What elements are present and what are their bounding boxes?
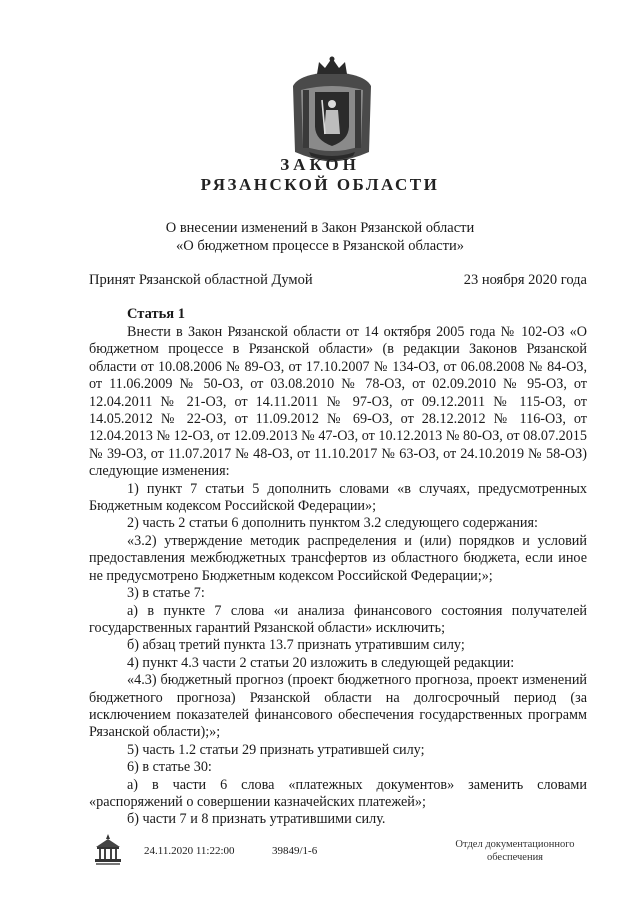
article-paragraph: Внести в Закон Рязанской области от 14 октября 2005 года № 102-ОЗ «О бюджетном процессе в Рязанской области» (в редакции Законов Рязанской области от 10.08.2006 № 89-ОЗ, от 17.10.2007 № 134-ОЗ, от 06.08.2008 № 84-ОЗ, от 11.06.2009 № 50-ОЗ, от 03.08.2010 № 78-ОЗ, от 02.09.2010 № 95-ОЗ, от 12.04.2011 № 21-ОЗ, от 14.11.2011 № 97-ОЗ, от 09.12.2011 № 115-ОЗ, от 14.05.2012 № 22-ОЗ, от 11.09.2012 № 69-ОЗ, от 28.12.2012 № 116-ОЗ, от 12.04.2013 № 12-ОЗ, от 12.09.2013 № 47-ОЗ, от 10.12.2013 № 80-ОЗ, от 08.07.2015 № 39-ОЗ, от 11.07.2017 № 48-ОЗ, от 11.10.2017 № 63-ОЗ, от 24.10.2019 № 58-ОЗ) следующие изменения: (89, 324, 587, 480)
article-paragraph: б) абзац третий пункта 13.7 признать утратившим силу; (127, 637, 465, 654)
footer-doc-number: 39849/1-6 (272, 845, 318, 857)
law-subtitle-line2: «О бюджетном процессе в Рязанской области» (176, 238, 464, 254)
article-paragraph: «3.2) утверждение методик распределения и (или) порядков и условий предоставления межбюджетных трансфертов из областного бюджета, если иное не предусмотрено Бюджетным кодексом Российской Федерации;»; (89, 532, 587, 584)
adopted-date: 23 ноября 2020 года (463, 272, 587, 288)
department-line1: Отдел документационного (455, 839, 575, 850)
ryazan-coat-of-arms-icon (289, 56, 375, 164)
law-title: ЗАКОН (280, 155, 360, 174)
article-paragraph: 2) часть 2 статьи 6 дополнить пунктом 3.2 следующего содержания: (127, 515, 538, 532)
article-paragraph: «4.3) бюджетный прогноз (проект бюджетного прогноза, проект изменений бюджетного прогноза) Рязанской области на долгосрочный период (за исключением показателей финансового обеспечения государственных программ Рязанской области);»; (89, 672, 587, 741)
article-paragraph: 5) часть 1.2 статьи 29 признать утратившей силу; (127, 741, 425, 758)
article-paragraph: 4) пункт 4.3 части 2 статьи 20 изложить в следующей редакции: (127, 654, 515, 671)
article-heading: Статья 1 (127, 306, 185, 322)
duma-building-icon (93, 833, 123, 867)
department-line2: обеспечения (486, 852, 544, 863)
article-paragraph: б) части 7 и 8 признать утратившими силу. (127, 811, 386, 828)
footer-department-stamp (440, 838, 590, 864)
adopted-by: Принят Рязанской областной Думой (89, 272, 313, 288)
article-paragraph: а) в пункте 7 слова «и анализа финансового состояния получателей государственных гарантий Рязанской области» исключить; (89, 602, 587, 636)
article-body (89, 324, 587, 829)
article-paragraph: а) в части 6 слова «платежных документов» заменить словами «распоряжений о совершении казначейских платежей»; (89, 776, 587, 810)
law-region-title: РЯЗАНСКОЙ ОБЛАСТИ (200, 175, 440, 194)
footer-timestamp: 24.11.2020 11:22:00 (144, 845, 235, 857)
article-paragraph: 3) в статье 7: (127, 585, 205, 602)
law-subtitle-line1: О внесении изменений в Закон Рязанской области (165, 220, 475, 236)
article-paragraph: 6) в статье 30: (127, 759, 212, 776)
article-paragraph: 1) пункт 7 статьи 5 дополнить словами «в случаях, предусмотренных Бюджетным кодексом Российской Федерации»; (89, 480, 587, 515)
